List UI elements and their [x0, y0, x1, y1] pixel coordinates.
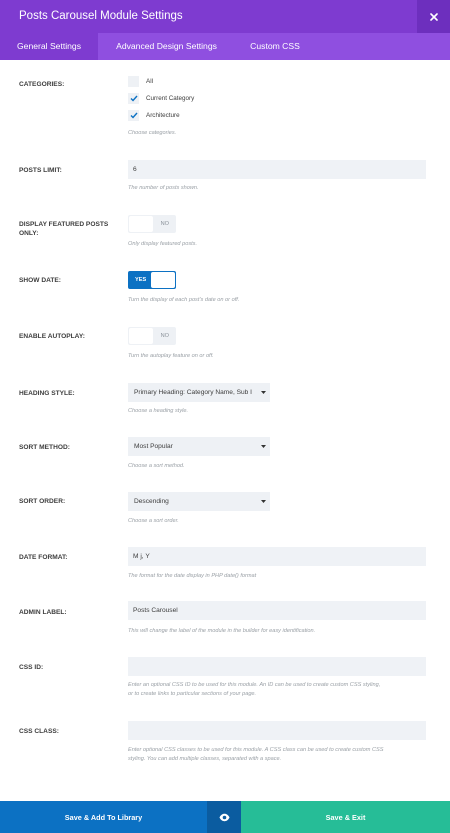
- toggle-state-label: NO: [160, 333, 169, 339]
- admin-label-label: ADMIN LABEL:: [19, 609, 67, 616]
- posts-limit-description: The number of posts shown.: [128, 185, 199, 191]
- sort-order-select[interactable]: [128, 492, 270, 511]
- modal-footer: [0, 801, 450, 833]
- toggle-knob: [129, 328, 153, 344]
- css-id-description-line-2: or to create links to particular sections of your page.: [128, 691, 257, 697]
- sort-order-label: SORT ORDER:: [19, 498, 66, 505]
- check-icon: [130, 95, 138, 102]
- admin-label-input[interactable]: Posts Carousel: [128, 601, 426, 620]
- dropdown-arrow-icon: [261, 499, 266, 504]
- heading-style-value: Primary Heading: Category Name, Sub I: [134, 389, 253, 396]
- tab-general-settings[interactable]: General Settings: [0, 33, 98, 60]
- settings-form: [0, 60, 450, 801]
- tab-custom-css[interactable]: Custom CSS: [250, 41, 300, 51]
- show-date-description: Turn the display of each post's date on or off.: [128, 297, 240, 303]
- display-featured-toggle[interactable]: [128, 215, 176, 233]
- checkbox-label-current-category: Current Category: [146, 94, 195, 102]
- save-exit-button[interactable]: Save & Exit: [241, 801, 450, 833]
- heading-style-description: Choose a heading style.: [128, 408, 189, 414]
- dropdown-arrow-icon: [261, 390, 266, 395]
- eye-icon: [219, 813, 230, 822]
- settings-tabs: [0, 33, 450, 60]
- preview-button[interactable]: [207, 801, 241, 833]
- css-id-label: CSS ID:: [19, 664, 44, 671]
- categories-label: CATEGORIES:: [19, 81, 65, 88]
- sort-method-select[interactable]: [128, 437, 270, 456]
- enable-autoplay-toggle[interactable]: [128, 327, 176, 345]
- modal-title: Posts Carousel Module Settings: [19, 10, 183, 22]
- toggle-knob: [129, 216, 153, 232]
- enable-autoplay-description: Turn the autoplay feature on or off.: [128, 353, 214, 359]
- date-format-label: DATE FORMAT:: [19, 554, 68, 561]
- date-format-input[interactable]: M j, Y: [128, 547, 426, 566]
- sort-method-value: Most Popular: [134, 443, 173, 450]
- category-option-current-category[interactable]: [128, 92, 194, 104]
- modal-header: [0, 0, 450, 33]
- checkbox-label-architecture: Architecture: [146, 111, 180, 119]
- heading-style-select[interactable]: [128, 383, 270, 402]
- date-format-description: The format for the date display in PHP date() format: [128, 573, 257, 579]
- posts-limit-label: POSTS LIMIT:: [19, 167, 62, 174]
- check-icon: [130, 112, 138, 119]
- sort-method-label: SORT METHOD:: [19, 444, 70, 451]
- admin-label-description: This will change the label of the module in the builder for easy identification.: [128, 628, 316, 634]
- checkbox-architecture[interactable]: [128, 110, 139, 121]
- close-icon: [430, 13, 438, 21]
- category-option-architecture[interactable]: [128, 109, 180, 121]
- css-class-input[interactable]: [128, 721, 426, 740]
- css-id-input[interactable]: [128, 657, 426, 676]
- css-class-label: CSS CLASS:: [19, 728, 59, 735]
- sort-order-value: Descending: [134, 498, 169, 505]
- display-featured-description: Only display featured posts.: [128, 241, 198, 247]
- display-featured-label: DISPLAY FEATURED POSTS ONLY:: [19, 221, 109, 237]
- toggle-knob: [151, 272, 175, 288]
- checkbox-all[interactable]: [128, 76, 139, 87]
- css-class-description-line-2: styling. You can add multiple classes, separated with a space.: [128, 756, 282, 762]
- toggle-state-label: YES: [135, 277, 147, 283]
- category-option-all[interactable]: [128, 75, 153, 87]
- sort-order-description: Choose a sort order.: [128, 518, 179, 524]
- posts-limit-input[interactable]: 6: [128, 160, 426, 179]
- sort-method-description: Choose a sort method.: [128, 463, 185, 469]
- heading-style-label: HEADING STYLE:: [19, 390, 75, 397]
- tab-advanced-design-settings[interactable]: Advanced Design Settings: [116, 41, 217, 51]
- show-date-toggle[interactable]: [128, 271, 176, 289]
- save-add-to-library-button[interactable]: Save & Add To Library: [0, 801, 207, 833]
- css-class-description-line-1: Enter optional CSS classes to be used for this module. A CSS class can be used to create custom CSS: [128, 747, 384, 753]
- show-date-label: SHOW DATE:: [19, 277, 61, 284]
- dropdown-arrow-icon: [261, 444, 266, 449]
- css-id-description-line-1: Enter an optional CSS ID to be used for this module. An ID can be used to create custom CSS styling,: [128, 682, 381, 688]
- checkbox-current-category[interactable]: [128, 93, 139, 104]
- checkbox-label-all: All: [146, 77, 153, 85]
- enable-autoplay-label: ENABLE AUTOPLAY:: [19, 333, 85, 340]
- toggle-state-label: NO: [160, 221, 169, 227]
- close-button[interactable]: [417, 0, 450, 33]
- categories-description: Choose categories.: [128, 130, 177, 136]
